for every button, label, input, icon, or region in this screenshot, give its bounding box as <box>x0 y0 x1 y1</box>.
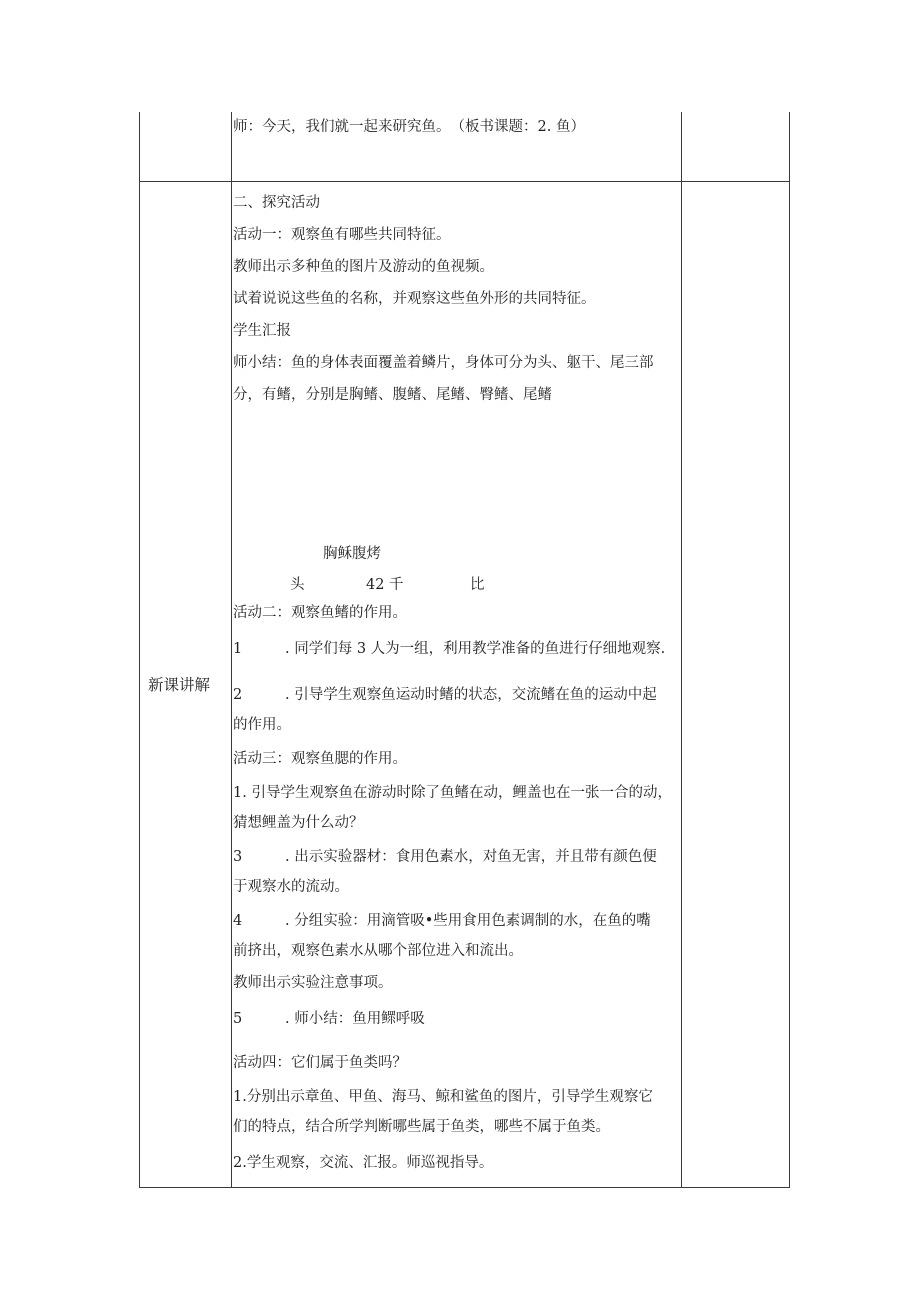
table-border-right <box>789 112 790 1188</box>
activity3-item1-line1: 1. 引导学生观察鱼在游动时除了鱼鳍在动，鲤盖也在一张一合的动， <box>233 785 672 801</box>
activity3-item5-number: 5 <box>233 1011 243 1027</box>
section-heading: 二、探究活动 <box>233 195 320 211</box>
figure-label-right: 比 <box>470 577 485 593</box>
activity2-item2-text-1: . 引导学生观察鱼运动时鳍的状态，交流鳍在鱼的运动中起 <box>285 687 657 703</box>
activity2-item2-number: 2 <box>233 687 243 703</box>
row1-text: 师：今天，我们就一起来研究鱼。 （板书课题：2. 鱼） <box>233 119 585 135</box>
section-label: 新课讲解 <box>148 676 211 694</box>
activity4-item1-line2: 们的特点，结合所学判断哪些属于鱼类，哪些不属于鱼类。 <box>233 1119 610 1135</box>
figure-label-middle: 42 千 <box>366 577 404 593</box>
activity2-item1-number: 1 <box>233 641 243 657</box>
activity1-summary-1: 师小结：鱼的身体表面覆盖着鳞片，身体可分为头、躯干、尾三部 <box>233 355 654 371</box>
activity3-item4-number: 4 <box>233 913 243 929</box>
activity3-item3-number: 3 <box>233 849 243 865</box>
row-separator <box>139 181 790 182</box>
activity1-line1: 教师出示多种鱼的图片及游动的鱼视频。 <box>233 259 494 275</box>
activity4-item1-line1: 1.分别出示章鱼、甲鱼、海马、鲸和鲨鱼的图片，引导学生观察它 <box>233 1089 653 1105</box>
activity3-item4-text-1: . 分组实验：用滴管吸•些用食用色素调制的水，在鱼的嘴 <box>285 913 651 929</box>
activity1-line2: 试着说说这些鱼的名称，并观察这些鱼外形的共同特征。 <box>233 291 596 307</box>
table-border-left <box>139 112 140 1188</box>
activity3-item1-line2: 猜想鲤盖为什么动？ <box>233 815 364 831</box>
figure-label-left: 头 <box>290 577 305 593</box>
activity3-item3-text-1: . 出示实验器材：食用色素水，对鱼无害，并且带有颜色便 <box>285 849 657 865</box>
table-divider-2 <box>681 112 682 1188</box>
activity2-title: 活动二：观察鱼鳍的作用。 <box>233 605 407 621</box>
activity1-title: 活动一：观察鱼有哪些共同特征。 <box>233 227 451 243</box>
activity3-item4-text-2: 前挤出，观察色素水从哪个部位进入和流出。 <box>233 943 523 959</box>
activity1-line3: 学生汇报 <box>233 323 291 339</box>
table-border-bottom <box>139 1187 790 1188</box>
activity2-item1-text: . 同学们每 3 人为一组，利用教学准备的鱼进行仔细地观察. <box>285 641 666 657</box>
activity3-title: 活动三：观察鱼腮的作用。 <box>233 751 407 767</box>
table-divider-1 <box>231 112 232 1188</box>
figure-label-top: 胸稣腹烤 <box>323 546 381 562</box>
activity4-title: 活动四：它们属于鱼类吗？ <box>233 1055 407 1071</box>
activity3-note: 教师出示实验注意事项。 <box>233 975 393 991</box>
activity3-item5-text: . 师小结：鱼用鳏呼吸 <box>285 1011 425 1027</box>
activity1-summary-2: 分，有鳍，分别是胸鳍、腹鳍、尾鳍、臀鳍、尾鳍 <box>233 387 552 403</box>
activity4-item2: 2.学生观察，交流、汇报。师巡视指导。 <box>233 1155 494 1171</box>
activity3-item3-text-2: 于观察水的流动。 <box>233 879 349 895</box>
activity2-item2-text-2: 的作用。 <box>233 717 291 733</box>
